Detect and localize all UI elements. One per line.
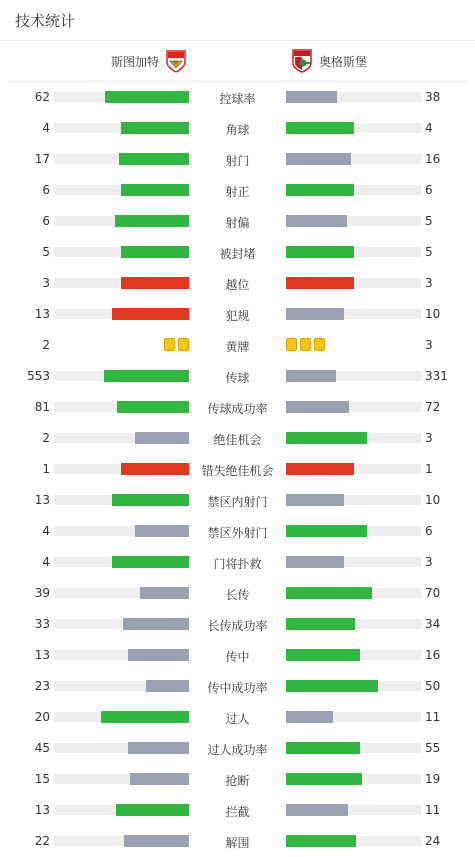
home-value: 13 [34,307,50,321]
away-bar [286,649,360,661]
home-value: 4 [42,121,50,135]
stat-label: 黄牌 [225,340,250,354]
yellow-card-icon [164,338,175,351]
stat-row [0,113,475,144]
stat-row [0,144,475,175]
away-value: 3 [425,555,433,569]
stat-label: 门将扑救 [213,557,262,571]
away-bar [286,184,354,196]
home-value: 39 [34,586,50,600]
stat-label: 过人 [225,712,250,726]
away-value: 70 [425,586,441,600]
away-bar-track [286,123,421,133]
away-value: 11 [425,710,441,724]
stat-row [0,268,475,299]
home-value: 17 [34,152,50,166]
away-bar-track [286,92,421,102]
stat-label: 射偏 [225,216,250,230]
away-value: 24 [425,834,441,848]
stat-label: 错失绝佳机会 [201,464,274,478]
home-value: 20 [34,710,50,724]
stat-label: 控球率 [219,92,256,106]
away-bar-track [286,154,421,164]
away-bar-track [286,371,421,381]
yellow-card-icon [286,338,297,351]
home-bar [128,742,189,754]
home-value: 2 [42,431,50,445]
home-bar-track [54,743,189,753]
home-value: 45 [34,741,50,755]
home-value: 13 [34,803,50,817]
away-bar [286,525,367,537]
stat-label: 长传成功率 [207,619,268,633]
away-bar [286,494,344,506]
away-bar [286,91,337,103]
away-bar-track [286,309,421,319]
home-team[interactable] [111,49,187,73]
home-value: 15 [34,772,50,786]
away-bar-track [286,557,421,567]
away-bar-track [286,247,421,257]
stat-label: 拦截 [225,805,250,819]
away-value: 16 [425,152,441,166]
away-value: 3 [425,338,433,352]
home-bar-track [54,588,189,598]
stuttgart-logo-icon [165,49,187,73]
away-bar [286,122,354,134]
away-value: 1 [425,462,433,476]
away-value: 5 [425,245,433,259]
home-team-name: 斯图加特 [110,54,159,69]
away-value: 19 [425,772,441,786]
away-value: 11 [425,803,441,817]
home-bar-track [54,650,189,660]
away-yellow-cards [286,338,325,351]
stat-label: 过人成功率 [207,743,268,757]
home-bar-track [54,557,189,567]
away-bar [286,277,354,289]
home-bar-track [54,309,189,319]
home-bar-track [54,681,189,691]
away-value: 5 [425,214,433,228]
away-bar-track [286,805,421,815]
stat-row [0,702,475,733]
away-value: 34 [425,617,441,631]
home-value: 62 [34,90,50,104]
away-value: 16 [425,648,441,662]
stat-row [0,175,475,206]
stat-row [0,764,475,795]
away-bar-track [286,526,421,536]
stat-row [0,547,475,578]
away-bar-track [286,743,421,753]
home-value: 3 [42,276,50,290]
away-bar-track [286,464,421,474]
home-bar [123,618,189,630]
yellow-card-icon [314,338,325,351]
home-bar-track [54,154,189,164]
home-value: 553 [27,369,50,383]
home-bar-track [54,464,189,474]
home-bar-track [54,495,189,505]
stat-row [0,423,475,454]
stat-label: 传球 [225,371,250,385]
away-bar [286,804,348,816]
home-value: 2 [42,338,50,352]
away-team[interactable] [291,49,367,73]
away-bar [286,308,344,320]
home-bar-track [54,371,189,381]
home-value: 13 [34,493,50,507]
away-bar-track [286,216,421,226]
away-bar [286,587,372,599]
away-bar-track [286,278,421,288]
away-value: 55 [425,741,441,755]
home-value: 22 [34,834,50,848]
home-bar-track [54,216,189,226]
home-bar [121,246,189,258]
away-value: 3 [425,276,433,290]
home-bar-track [54,619,189,629]
home-bar [119,153,189,165]
home-value: 4 [42,524,50,538]
home-bar-track [54,836,189,846]
home-bar-track [54,247,189,257]
away-bar [286,835,356,847]
stat-row [0,485,475,516]
stat-label: 抢断 [225,774,250,788]
home-value: 81 [34,400,50,414]
away-bar [286,153,351,165]
stat-row [0,795,475,826]
away-value: 10 [425,493,441,507]
away-value: 10 [425,307,441,321]
away-bar-track [286,588,421,598]
away-bar-track [286,712,421,722]
stat-label: 越位 [225,278,250,292]
stat-row [0,82,475,113]
home-bar-track [54,402,189,412]
augsburg-logo-icon [291,49,313,73]
away-value: 50 [425,679,441,693]
stat-row [0,671,475,702]
away-value: 72 [425,400,441,414]
stat-label: 传中 [225,650,250,664]
home-value: 5 [42,245,50,259]
stat-row [0,454,475,485]
home-bar [124,835,189,847]
home-bar [112,556,189,568]
away-value: 3 [425,431,433,445]
stat-label: 射正 [225,185,250,199]
away-bar [286,711,333,723]
stat-label: 传球成功率 [207,402,268,416]
away-bar [286,432,367,444]
stat-row [0,609,475,640]
stat-row [0,640,475,671]
home-bar [135,432,189,444]
home-bar [146,680,189,692]
home-value: 6 [42,183,50,197]
away-value: 6 [425,524,433,538]
home-bar [135,525,189,537]
away-bar [286,556,344,568]
stat-label: 被封堵 [219,247,256,261]
home-bar [121,277,189,289]
away-bar [286,463,354,475]
stat-label: 绝佳机会 [213,433,262,447]
away-bar [286,618,355,630]
home-bar [121,122,189,134]
home-bar-track [54,433,189,443]
home-bar-track [54,712,189,722]
away-bar-track [286,185,421,195]
stats-list [0,82,475,857]
stat-row [0,733,475,764]
yellow-card-icon [300,338,311,351]
home-bar [112,308,189,320]
away-bar [286,401,349,413]
home-bar-track [54,123,189,133]
away-bar-track [286,836,421,846]
away-bar-track [286,402,421,412]
away-bar-track [286,433,421,443]
stat-row [0,330,475,361]
yellow-card-icon [178,338,189,351]
stat-label: 长传 [225,588,250,602]
away-bar [286,773,362,785]
home-bar-track [54,774,189,784]
stat-row [0,578,475,609]
home-bar [121,184,189,196]
away-team-name: 奥格斯堡 [319,54,368,69]
stat-row [0,361,475,392]
away-bar [286,370,336,382]
teams-row [8,41,467,82]
stat-row [0,206,475,237]
home-bar [130,773,189,785]
away-bar-track [286,650,421,660]
away-bar [286,742,360,754]
away-value: 6 [425,183,433,197]
away-bar-track [286,681,421,691]
home-bar-track [54,526,189,536]
home-bar [101,711,189,723]
stat-row [0,516,475,547]
home-bar-track [54,185,189,195]
home-bar [116,804,189,816]
home-value: 13 [34,648,50,662]
away-bar-track [286,619,421,629]
home-value: 23 [34,679,50,693]
away-bar [286,246,354,258]
stat-label: 禁区外射门 [207,526,268,540]
home-bar-track [54,278,189,288]
stat-label: 射门 [225,154,250,168]
stat-row [0,299,475,330]
page-title: 技术统计 [15,11,76,30]
away-value: 4 [425,121,433,135]
home-bar [115,215,189,227]
home-bar [104,370,189,382]
stat-label: 犯规 [225,309,250,323]
stat-label: 解围 [225,836,250,850]
stat-label: 传中成功率 [207,681,268,695]
home-bar-track [54,805,189,815]
home-bar [112,494,189,506]
home-bar-track [54,92,189,102]
home-value: 4 [42,555,50,569]
header [0,0,475,41]
home-value: 6 [42,214,50,228]
home-bar [140,587,189,599]
home-bar [105,91,189,103]
stat-row [0,826,475,857]
home-bar [128,649,189,661]
home-value: 33 [34,617,50,631]
away-bar [286,680,378,692]
home-bar [121,463,189,475]
home-yellow-cards [164,338,189,351]
away-bar-track [286,495,421,505]
stat-label: 角球 [225,123,250,137]
away-bar-track [286,774,421,784]
home-bar [117,401,189,413]
away-value: 331 [425,369,448,383]
stat-row [0,237,475,268]
stat-row [0,392,475,423]
away-value: 38 [425,90,441,104]
away-bar [286,215,347,227]
home-value: 1 [42,462,50,476]
stat-label: 禁区内射门 [207,495,268,509]
